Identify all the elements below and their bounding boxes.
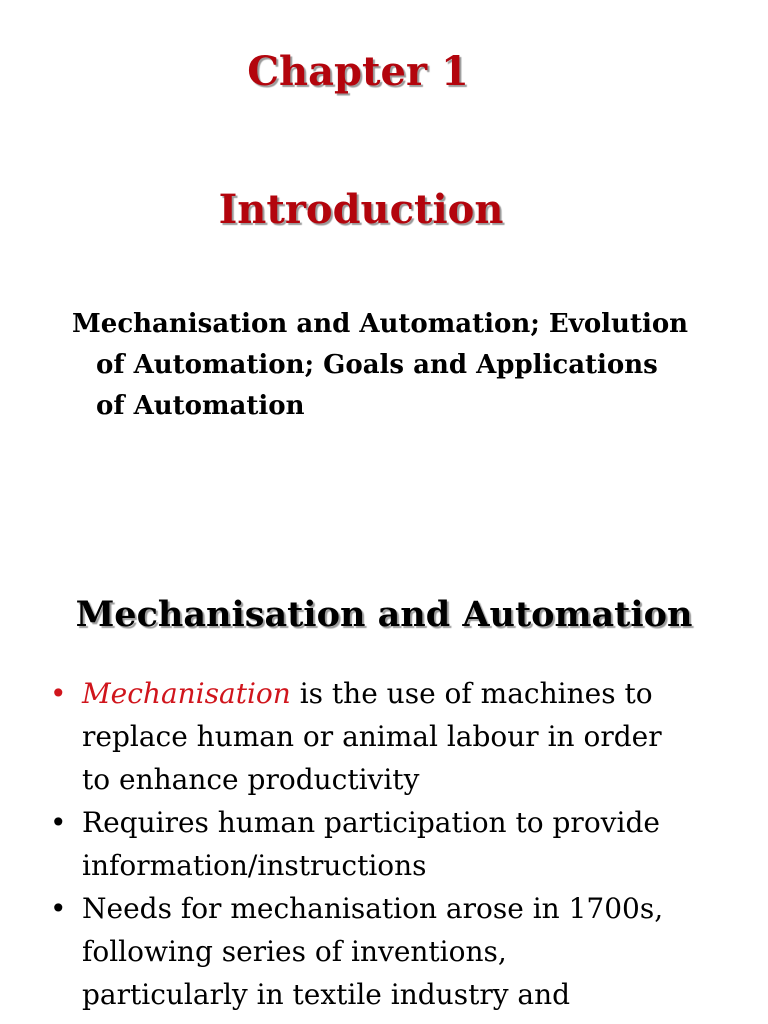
bullet-line: particularly in textile industry and	[82, 978, 571, 1011]
list-item	[46, 672, 746, 801]
bullet-icon: •	[50, 677, 67, 710]
list-item	[46, 887, 746, 1016]
subtitle-line-2: of Automation; Goals and Applications	[96, 350, 658, 380]
bullet-line: information/instructions	[82, 849, 427, 882]
bullet-line: Requires human participation to provide	[82, 806, 660, 839]
term-mechanisation: Mechanisation	[82, 677, 291, 710]
bullet-icon: •	[50, 892, 67, 925]
bullet-line: following series of inventions,	[82, 935, 507, 968]
bullet-line: Needs for mechanisation arose in 1700s,	[82, 892, 664, 925]
page-title: Introduction	[218, 186, 504, 233]
list-item	[46, 801, 746, 887]
bullet-line: to enhance productivity	[82, 763, 420, 796]
bullet-list	[46, 672, 746, 1016]
bullet-line: replace human or animal labour in order	[82, 720, 662, 753]
bullet-line	[82, 672, 746, 715]
bullet-text: is the use of machines to	[290, 677, 653, 710]
bullet-icon: •	[50, 806, 67, 839]
subtitle-line-3: of Automation	[96, 391, 305, 421]
chapter-title: Chapter 1	[247, 48, 469, 95]
chapter-subtitle	[72, 304, 752, 427]
section-heading: Mechanisation and Automation	[75, 594, 693, 635]
subtitle-line-1: Mechanisation and Automation; Evolution	[72, 309, 689, 339]
